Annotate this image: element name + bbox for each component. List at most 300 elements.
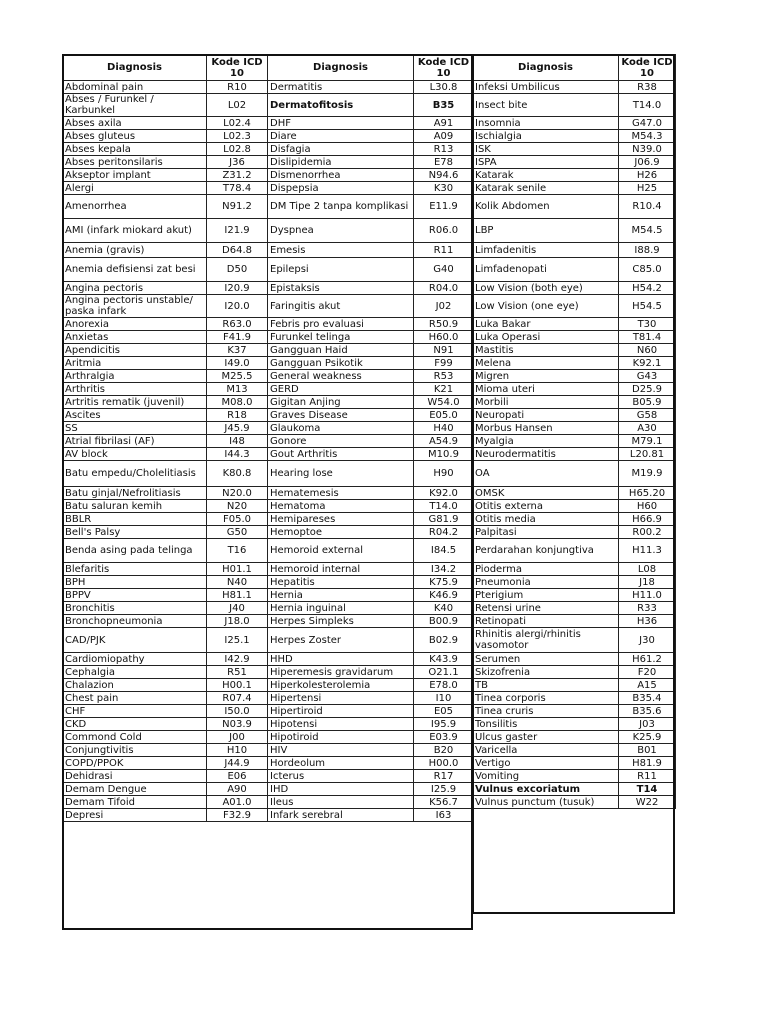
table-row: [473, 500, 676, 513]
diagnosis-cell: Hordeolum: [268, 757, 414, 770]
diagnosis-cell: Pneumonia: [473, 576, 619, 589]
table-row: [473, 422, 676, 435]
icd-code-cell: K40: [414, 602, 474, 615]
table-row: [268, 81, 474, 94]
diagnosis-cell: Batu saluran kemih: [63, 500, 207, 513]
table-row: [63, 602, 268, 615]
diagnosis-cell: Varicella: [473, 744, 619, 757]
table-row: [268, 143, 474, 156]
icd-code-cell: B00.9: [414, 615, 474, 628]
table-row: [473, 219, 676, 243]
table-row: [63, 461, 268, 487]
table-row: [473, 770, 676, 783]
icd-code-cell: B35: [414, 94, 474, 117]
diagnosis-cell: Cephalgia: [63, 666, 207, 679]
diagnosis-cell: Arthralgia: [63, 370, 207, 383]
diagnosis-cell: Dehidrasi: [63, 770, 207, 783]
diagnosis-cell: Depresi: [63, 809, 207, 822]
diagnosis-cell: AMI (infark miokard akut): [63, 219, 207, 243]
diagnosis-cell: Arthritis: [63, 383, 207, 396]
diagnosis-cell: Apendicitis: [63, 344, 207, 357]
diagnosis-cell: Hiperkolesterolemia: [268, 679, 414, 692]
icd-code-cell: H61.2: [619, 653, 676, 666]
diagnosis-cell: Disfagia: [268, 143, 414, 156]
icd-code-cell: H36: [619, 615, 676, 628]
table-row: [63, 615, 268, 628]
header-icd-code: Kode ICD 10: [414, 55, 474, 81]
diagnosis-cell: Bronchitis: [63, 602, 207, 615]
table-row: [63, 589, 268, 602]
diagnosis-cell: Pioderma: [473, 563, 619, 576]
table-row: [63, 182, 268, 195]
icd-code-cell: O21.1: [414, 666, 474, 679]
table-row: [63, 576, 268, 589]
icd-code-cell: B35.6: [619, 705, 676, 718]
diagnosis-cell: Dermatofitosis: [268, 94, 414, 117]
table-row: [473, 435, 676, 448]
diagnosis-cell: SS: [63, 422, 207, 435]
diagnosis-cell: Ascites: [63, 409, 207, 422]
diagnosis-cell: Demam Dengue: [63, 783, 207, 796]
table-row: [63, 344, 268, 357]
table-row: [63, 526, 268, 539]
icd-code-cell: H11.0: [619, 589, 676, 602]
icd-code-cell: T78.4: [207, 182, 268, 195]
table-row: [473, 117, 676, 130]
diagnosis-cell: Anemia defisiensi zat besi: [63, 258, 207, 282]
diagnosis-cell: Dyspnea: [268, 219, 414, 243]
table-row: [473, 448, 676, 461]
icd-code-cell: J30: [619, 628, 676, 653]
header-icd-code: Kode ICD 10: [619, 55, 676, 81]
table-row: [268, 563, 474, 576]
table-row: [268, 448, 474, 461]
diagnosis-cell: Herpes Simpleks: [268, 615, 414, 628]
table-row: [63, 282, 268, 295]
diagnosis-cell: Icterus: [268, 770, 414, 783]
diagnosis-cell: HIV: [268, 744, 414, 757]
icd-code-cell: K75.9: [414, 576, 474, 589]
table-row: [473, 409, 676, 422]
table-row: [268, 195, 474, 219]
table-row: [473, 383, 676, 396]
icd-code-cell: H90: [414, 461, 474, 487]
diagnosis-cell: CKD: [63, 718, 207, 731]
table-row: [268, 487, 474, 500]
diagnosis-cell: Mioma uteri: [473, 383, 619, 396]
table-row: [473, 576, 676, 589]
diagnosis-cell: Melena: [473, 357, 619, 370]
icd-code-cell: B01: [619, 744, 676, 757]
diagnosis-cell: Katarak senile: [473, 182, 619, 195]
icd-code-cell: T30: [619, 318, 676, 331]
table-row: [473, 539, 676, 563]
icd-code-cell: N20: [207, 500, 268, 513]
diagnosis-cell: Mastitis: [473, 344, 619, 357]
diagnosis-cell: Skizofrenia: [473, 666, 619, 679]
diagnosis-cell: Hiperemesis gravidarum: [268, 666, 414, 679]
icd-code-cell: F05.0: [207, 513, 268, 526]
icd-code-cell: G40: [414, 258, 474, 282]
diagnosis-cell: LBP: [473, 219, 619, 243]
table-row: [473, 705, 676, 718]
diagnosis-cell: Benda asing pada telinga: [63, 539, 207, 563]
diagnosis-cell: Anemia (gravis): [63, 243, 207, 258]
diagnosis-cell: COPD/PPOK: [63, 757, 207, 770]
table-row: [268, 770, 474, 783]
table-row: [268, 615, 474, 628]
diagnosis-cell: Abses gluteus: [63, 130, 207, 143]
icd-code-cell: R53: [414, 370, 474, 383]
table-row: [63, 692, 268, 705]
icd-code-cell: R00.2: [619, 526, 676, 539]
diagnosis-cell: Demam Tifoid: [63, 796, 207, 809]
icd-code-cell: J02: [414, 295, 474, 318]
icd-code-cell: N91: [414, 344, 474, 357]
table-row: [473, 357, 676, 370]
table-row: [63, 513, 268, 526]
icd-code-cell: E05: [414, 705, 474, 718]
diagnosis-cell: Neurodermatitis: [473, 448, 619, 461]
icd-code-cell: I63: [414, 809, 474, 822]
icd-code-cell: N94.6: [414, 169, 474, 182]
table-row: [473, 130, 676, 143]
icd-code-cell: A30: [619, 422, 676, 435]
table-row: [63, 117, 268, 130]
diagnosis-cell: Amenorrhea: [63, 195, 207, 219]
icd-code-cell: L08: [619, 563, 676, 576]
icd-code-cell: J18: [619, 576, 676, 589]
icd-code-cell: F41.9: [207, 331, 268, 344]
icd-code-cell: L02.8: [207, 143, 268, 156]
table-row: [63, 331, 268, 344]
icd-code-cell: K80.8: [207, 461, 268, 487]
icd-code-cell: B20: [414, 744, 474, 757]
table-row: [268, 602, 474, 615]
icd-code-cell: I34.2: [414, 563, 474, 576]
icd-code-cell: A90: [207, 783, 268, 796]
diagnosis-cell: Dismenorrhea: [268, 169, 414, 182]
table-row: [268, 500, 474, 513]
icd-code-cell: T81.4: [619, 331, 676, 344]
table-row: [473, 692, 676, 705]
table-row: [268, 318, 474, 331]
table-row: [63, 143, 268, 156]
table-row: [63, 318, 268, 331]
icd-code-cell: K92.1: [619, 357, 676, 370]
table-row: [473, 653, 676, 666]
icd-code-cell: R38: [619, 81, 676, 94]
diagnosis-cell: General weakness: [268, 370, 414, 383]
diagnosis-cell: Hipertiroid: [268, 705, 414, 718]
table-row: [473, 396, 676, 409]
diagnosis-cell: Anxietas: [63, 331, 207, 344]
table-row: [268, 295, 474, 318]
diagnosis-cell: Pterigium: [473, 589, 619, 602]
icd-code-cell: J18.0: [207, 615, 268, 628]
icd-code-cell: L20.81: [619, 448, 676, 461]
table-row: [473, 169, 676, 182]
table-row: [268, 576, 474, 589]
icd-code-cell: M54.5: [619, 219, 676, 243]
icd-code-cell: A54.9: [414, 435, 474, 448]
diagnosis-cell: CHF: [63, 705, 207, 718]
diagnosis-cell: Luka Operasi: [473, 331, 619, 344]
diagnosis-cell: Faringitis akut: [268, 295, 414, 318]
icd-table-3: [472, 54, 676, 809]
table-row: [473, 744, 676, 757]
table-row: [473, 195, 676, 219]
table-row: [268, 396, 474, 409]
icd-code-cell: D50: [207, 258, 268, 282]
table-row: [473, 602, 676, 615]
icd-code-cell: H81.9: [619, 757, 676, 770]
icd-code-cell: K21: [414, 383, 474, 396]
table-row: [63, 156, 268, 169]
diagnosis-cell: Epilepsi: [268, 258, 414, 282]
table-row: [473, 718, 676, 731]
icd-code-cell: D25.9: [619, 383, 676, 396]
icd-code-cell: N39.0: [619, 143, 676, 156]
table-row: [63, 796, 268, 809]
diagnosis-cell: Cardiomiopathy: [63, 653, 207, 666]
icd-code-cell: K56.7: [414, 796, 474, 809]
icd-code-cell: N91.2: [207, 195, 268, 219]
icd-code-cell: M79.1: [619, 435, 676, 448]
table-row: [268, 744, 474, 757]
icd-code-cell: T16: [207, 539, 268, 563]
diagnosis-cell: Febris pro evaluasi: [268, 318, 414, 331]
diagnosis-cell: Ileus: [268, 796, 414, 809]
diagnosis-cell: Kolik Abdomen: [473, 195, 619, 219]
diagnosis-cell: OMSK: [473, 487, 619, 500]
diagnosis-cell: Gonore: [268, 435, 414, 448]
diagnosis-cell: Serumen: [473, 653, 619, 666]
table-row: [268, 718, 474, 731]
table-row: [63, 628, 268, 653]
icd-code-cell: W22: [619, 796, 676, 809]
table-row: [63, 370, 268, 383]
diagnosis-cell: ISPA: [473, 156, 619, 169]
icd-code-cell: G58: [619, 409, 676, 422]
table-row: [63, 666, 268, 679]
table-row: [473, 628, 676, 653]
diagnosis-cell: Neuropati: [473, 409, 619, 422]
diagnosis-cell: Atrial fibrilasi (AF): [63, 435, 207, 448]
table-row: [473, 666, 676, 679]
icd-code-cell: N03.9: [207, 718, 268, 731]
table-row: [473, 282, 676, 295]
diagnosis-cell: Tonsilitis: [473, 718, 619, 731]
icd-code-cell: H54.2: [619, 282, 676, 295]
diagnosis-cell: DM Tipe 2 tanpa komplikasi: [268, 195, 414, 219]
diagnosis-cell: Hemoroid external: [268, 539, 414, 563]
diagnosis-cell: Vomiting: [473, 770, 619, 783]
diagnosis-cell: CAD/PJK: [63, 628, 207, 653]
diagnosis-cell: Bronchopneumonia: [63, 615, 207, 628]
diagnosis-cell: Dislipidemia: [268, 156, 414, 169]
icd-code-cell: E11.9: [414, 195, 474, 219]
diagnosis-cell: Morbili: [473, 396, 619, 409]
diagnosis-cell: Bell's Palsy: [63, 526, 207, 539]
table-row: [473, 513, 676, 526]
table-row: [63, 783, 268, 796]
table-row: [268, 219, 474, 243]
diagnosis-cell: Low Vision (both eye): [473, 282, 619, 295]
icd-table-2: [267, 54, 474, 822]
icd-code-cell: K46.9: [414, 589, 474, 602]
table-row: [63, 487, 268, 500]
diagnosis-cell: Morbus Hansen: [473, 422, 619, 435]
table-row: [268, 258, 474, 282]
icd-code-cell: R10: [207, 81, 268, 94]
diagnosis-cell: Myalgia: [473, 435, 619, 448]
table-row: [268, 796, 474, 809]
diagnosis-cell: Gout Arthritis: [268, 448, 414, 461]
icd-code-cell: M54.3: [619, 130, 676, 143]
diagnosis-cell: Hematoma: [268, 500, 414, 513]
diagnosis-cell: HHD: [268, 653, 414, 666]
diagnosis-cell: Hernia: [268, 589, 414, 602]
table-row: [268, 539, 474, 563]
icd-code-cell: I95.9: [414, 718, 474, 731]
table-row: [473, 318, 676, 331]
icd-code-cell: I48: [207, 435, 268, 448]
diagnosis-cell: Luka Bakar: [473, 318, 619, 331]
icd-code-cell: T14: [619, 783, 676, 796]
icd-code-cell: C85.0: [619, 258, 676, 282]
diagnosis-cell: Hemoptoe: [268, 526, 414, 539]
diagnosis-cell: IHD: [268, 783, 414, 796]
diagnosis-cell: Herpes Zoster: [268, 628, 414, 653]
icd-code-cell: I25.1: [207, 628, 268, 653]
diagnosis-cell: Batu ginjal/Nefrolitiasis: [63, 487, 207, 500]
icd-code-cell: I21.9: [207, 219, 268, 243]
icd-code-cell: K30: [414, 182, 474, 195]
icd-code-cell: R33: [619, 602, 676, 615]
icd-code-cell: H54.5: [619, 295, 676, 318]
table-row: [63, 500, 268, 513]
table-row: [473, 461, 676, 487]
table-row: [63, 81, 268, 94]
diagnosis-cell: TB: [473, 679, 619, 692]
diagnosis-cell: Tinea corporis: [473, 692, 619, 705]
icd-code-cell: J45.9: [207, 422, 268, 435]
diagnosis-cell: Gangguan Haid: [268, 344, 414, 357]
diagnosis-cell: OA: [473, 461, 619, 487]
table-row: [268, 422, 474, 435]
table-row: [473, 731, 676, 744]
diagnosis-cell: Anorexia: [63, 318, 207, 331]
diagnosis-cell: Hipertensi: [268, 692, 414, 705]
table-row: [268, 679, 474, 692]
icd-code-cell: L02: [207, 94, 268, 117]
icd-code-cell: J40: [207, 602, 268, 615]
table-row: [473, 796, 676, 809]
table-row: [268, 783, 474, 796]
icd-code-cell: R13: [414, 143, 474, 156]
table-row: [63, 448, 268, 461]
table-row: [63, 219, 268, 243]
table-row: [63, 195, 268, 219]
diagnosis-cell: Migren: [473, 370, 619, 383]
icd-code-cell: G43: [619, 370, 676, 383]
icd-code-cell: R50.9: [414, 318, 474, 331]
table-row: [63, 679, 268, 692]
diagnosis-cell: Tinea cruris: [473, 705, 619, 718]
diagnosis-cell: Graves Disease: [268, 409, 414, 422]
icd-code-cell: Z31.2: [207, 169, 268, 182]
table-row: [268, 705, 474, 718]
table-row: [268, 169, 474, 182]
table-row: [473, 615, 676, 628]
diagnosis-cell: Abses peritonsilaris: [63, 156, 207, 169]
icd-code-cell: A91: [414, 117, 474, 130]
diagnosis-cell: BPPV: [63, 589, 207, 602]
table-row: [473, 331, 676, 344]
icd-code-cell: I88.9: [619, 243, 676, 258]
icd-code-cell: I50.0: [207, 705, 268, 718]
icd-code-cell: H40: [414, 422, 474, 435]
table-row: [473, 143, 676, 156]
diagnosis-cell: Batu empedu/Cholelitiasis: [63, 461, 207, 487]
icd-code-cell: R04.2: [414, 526, 474, 539]
diagnosis-cell: Rhinitis alergi/rhinitis vasomotor: [473, 628, 619, 653]
table-row: [473, 344, 676, 357]
table-row: [473, 81, 676, 94]
diagnosis-cell: Infeksi Umbilicus: [473, 81, 619, 94]
table-row: [63, 130, 268, 143]
table-row: [63, 705, 268, 718]
diagnosis-cell: Infark serebral: [268, 809, 414, 822]
table-row: [63, 718, 268, 731]
diagnosis-cell: DHF: [268, 117, 414, 130]
diagnosis-cell: BPH: [63, 576, 207, 589]
icd-code-cell: A09: [414, 130, 474, 143]
diagnosis-cell: Retinopati: [473, 615, 619, 628]
table-row: [473, 757, 676, 770]
diagnosis-cell: Artritis rematik (juvenil): [63, 396, 207, 409]
icd-code-cell: R04.0: [414, 282, 474, 295]
table-row: [63, 396, 268, 409]
diagnosis-cell: Abses kepala: [63, 143, 207, 156]
icd-code-cell: M10.9: [414, 448, 474, 461]
icd-code-cell: R11: [619, 770, 676, 783]
table-row: [63, 539, 268, 563]
icd-code-cell: E03.9: [414, 731, 474, 744]
icd-code-cell: W54.0: [414, 396, 474, 409]
table-row: [268, 94, 474, 117]
table-row: [268, 357, 474, 370]
table-row: [63, 563, 268, 576]
icd-code-cell: M25.5: [207, 370, 268, 383]
diagnosis-cell: Dermatitis: [268, 81, 414, 94]
table-row: [268, 757, 474, 770]
diagnosis-cell: Ulcus gaster: [473, 731, 619, 744]
icd-code-cell: M19.9: [619, 461, 676, 487]
icd-code-cell: E06: [207, 770, 268, 783]
diagnosis-cell: Insomnia: [473, 117, 619, 130]
diagnosis-cell: Alergi: [63, 182, 207, 195]
icd-code-cell: H00.0: [414, 757, 474, 770]
diagnosis-cell: Angina pectoris unstable/ paska infark: [63, 295, 207, 318]
icd-code-cell: N20.0: [207, 487, 268, 500]
icd-code-cell: T14.0: [619, 94, 676, 117]
table-row: [473, 182, 676, 195]
diagnosis-cell: Hepatitis: [268, 576, 414, 589]
header-diagnosis: Diagnosis: [473, 55, 619, 81]
table-row: [63, 757, 268, 770]
